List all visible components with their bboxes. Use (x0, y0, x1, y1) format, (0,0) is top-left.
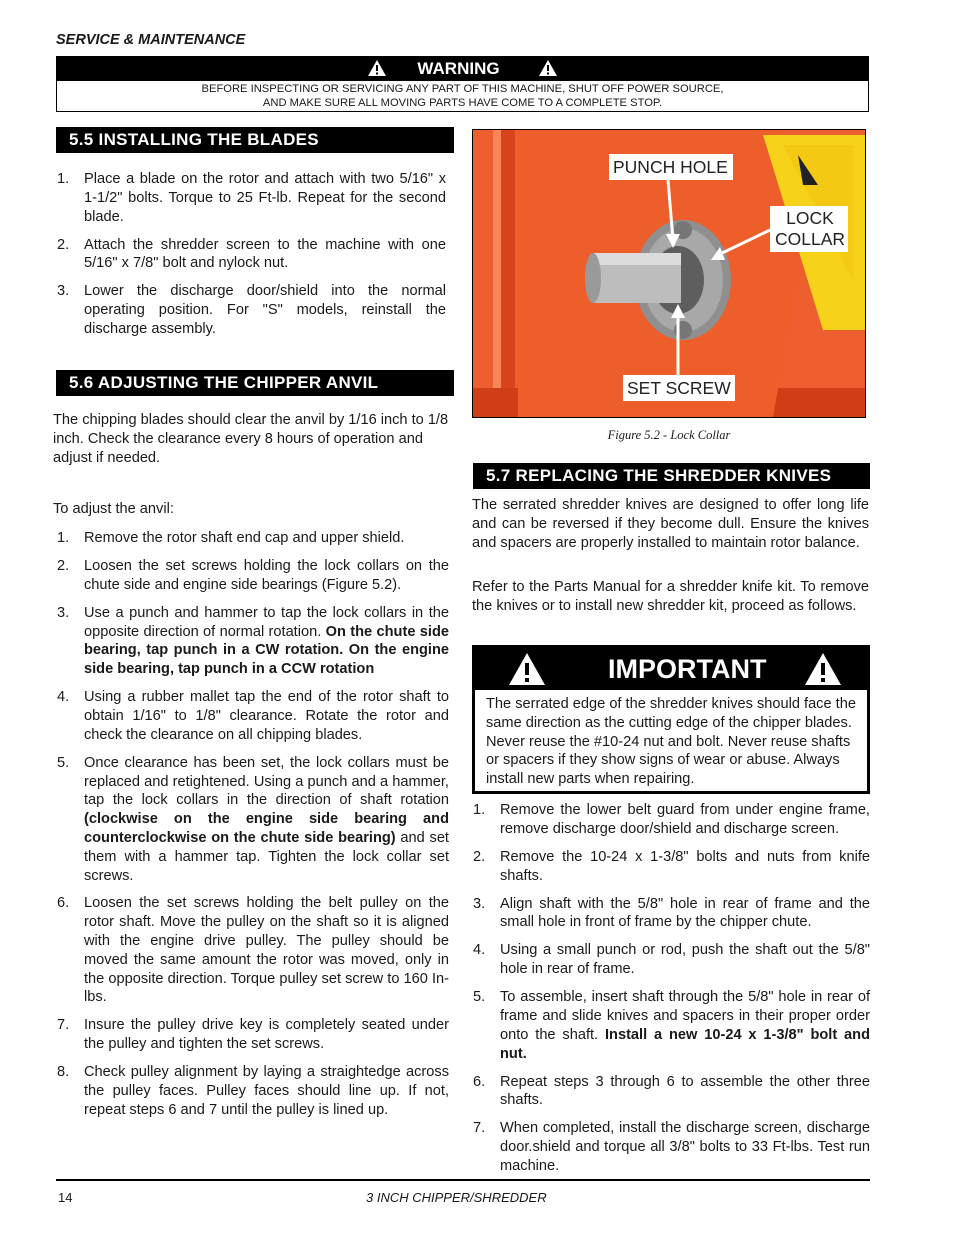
running-header: SERVICE & MAINTENANCE (56, 32, 246, 48)
important-title: IMPORTANT (608, 654, 767, 684)
section-5-6-heading: 5.6 ADJUSTING THE CHIPPER ANVIL (56, 370, 454, 396)
warning-box (56, 56, 869, 112)
section-5-7-steps (469, 801, 870, 1185)
section-5-7-heading: 5.7 REPLACING THE SHREDDER KNIVES (473, 463, 870, 489)
warning-triangle-icon (804, 652, 842, 686)
list-item: 4. Using a rubber mallet tap the end of the rotor shaft to obtain 1/16" to 1/8" clearance. Rotate the rotor and check the clearance on all chipping blades. (57, 689, 449, 743)
label-set-screw: SET SCREW (627, 378, 731, 398)
list-item: 7. When completed, install the discharge screen, discharge door.shield and torque all 3/8" bolts to 33 Ft-lbs. Test run machine. (473, 1120, 870, 1174)
list-item: 5. Once clearance has been set, the lock collars must be replaced and retightened. Using a punch and a hammer, tap the lock collars in the direction of shaft rotation (clockwise on the engine side bearing and counterclockwise on the chute side bearing) and set them with a hammer tap. Tighten the lock collar set screws. (57, 754, 449, 884)
list-item: 4. Using a small punch or rod, push the shaft out the 5/8" hole in rear of frame. (473, 942, 870, 978)
section-5-6-steps (53, 529, 449, 1129)
list-item: 3. Align shaft with the 5/8" hole in rear of frame and the small hole in front of frame by the chipper chute. (473, 895, 870, 931)
warning-triangle-icon (508, 652, 546, 686)
list-item: 6. Repeat steps 3 through 6 to assemble the other three shafts. (473, 1073, 870, 1109)
warning-triangle-icon (367, 59, 387, 77)
warning-title: WARNING (417, 59, 500, 78)
list-item: 1. Remove the rotor shaft end cap and upper shield. (57, 530, 405, 546)
warning-line-1: BEFORE INSPECTING OR SERVICING ANY PART OF THIS MACHINE, SHUT OFF POWER SOURCE, (201, 83, 724, 95)
warning-header (57, 57, 868, 81)
list-item: 1. Remove the lower belt guard from under engine frame, remove discharge door/shield and discharge screen. (473, 802, 870, 837)
page-number: 14 (58, 1190, 73, 1205)
warning-triangle-icon (538, 59, 558, 77)
footer-title: 3 INCH CHIPPER/SHREDDER (366, 1190, 547, 1205)
list-item: 5. To assemble, insert shaft through the 5/8" hole in rear of frame and slide knives and spacers in their proper order onto the shaft. Install a new 10-24 x 1-3/8" bolt and nut. (473, 989, 870, 1062)
section-5-6-lead: To adjust the anvil: (53, 501, 174, 517)
section-5-5-steps (53, 170, 446, 348)
list-item: 8. Check pulley alignment by laying a straightedge across the pulley faces. Pulley faces should line up. If not, repeat steps 6 and 7 until the pulley is lined up. (57, 1064, 449, 1118)
important-text: The serrated edge of the shredder knives should face the same direction as the cutting edge of the chipper blades. Never reuse the #10-24 nut and bolt. Never reuse shafts or spacers if they show signs of wear or abuse. Always install new parts when repairing. (486, 696, 856, 788)
lock-collar-photo (472, 129, 866, 418)
list-item: 2. Remove the 10-24 x 1-3/8" bolts and nuts from knife shafts. (473, 848, 870, 884)
section-5-6-intro: The chipping blades should clear the anvil by 1/16 inch to 1/8 inch. Check the clearance every 8 hours of operation and adjust if needed. (53, 412, 449, 466)
list-item: 3. Use a punch and hammer to tap the lock collars in the opposite direction of normal rotation. On the chute side bearing, tap punch in a CW rotation. On the engine side bearing, tap punch in a CCW rotation (57, 604, 449, 678)
list-item: 2. Attach the shredder screen to the machine with one 5/16" x 7/8" bolt and nylock nut. (57, 236, 446, 272)
list-item: 6. Loosen the set screws holding the belt pulley on the rotor shaft. Move the pulley on the shaft so it is aligned with the engine drive pulley. The pulley should be moved the same amount the rotor was moved, only in the opposite direction. Torque pulley set screw to 160 In-lbs. (57, 895, 449, 1006)
label-lock-collar: LOCK COLLAR (774, 208, 846, 249)
list-item: 2. Loosen the set screws holding the lock collars on the chute side and engine side bearings (Figure 5.2). (57, 557, 449, 593)
important-box (472, 645, 870, 794)
label-punch-hole: PUNCH HOLE (613, 157, 728, 177)
section-5-7-paragraph-2: Refer to the Parts Manual for a shredder knife kit. To remove the knives or to install new shredder kit, proceed as follows. (472, 579, 869, 614)
list-item: 3. Lower the discharge door/shield into the normal operating position. For "S" models, reinstall the discharge assembly. (57, 283, 446, 337)
list-item: 1. Place a blade on the rotor and attach with two 5/16" x 1-1/2" bolts. Torque to 25 Ft-lb. Repeat for the second blade. (57, 171, 446, 225)
footer-rule (56, 1179, 870, 1181)
warning-line-2: AND MAKE SURE ALL MOVING PARTS HAVE COME TO A COMPLETE STOP. (262, 97, 663, 109)
important-header (475, 648, 867, 690)
section-5-5-heading: 5.5 INSTALLING THE BLADES (56, 127, 454, 153)
list-item: 7. Insure the pulley drive key is completely seated under the pulley and tighten the set screws. (57, 1017, 449, 1053)
figure-caption: Figure 5.2 - Lock Collar (607, 428, 731, 442)
section-5-7-paragraph-1: The serrated shredder knives are designed to offer long life and can be reversed if they become dull. Ensure the knives and spacers are properly installed to maintain rotor balance. (472, 497, 869, 551)
